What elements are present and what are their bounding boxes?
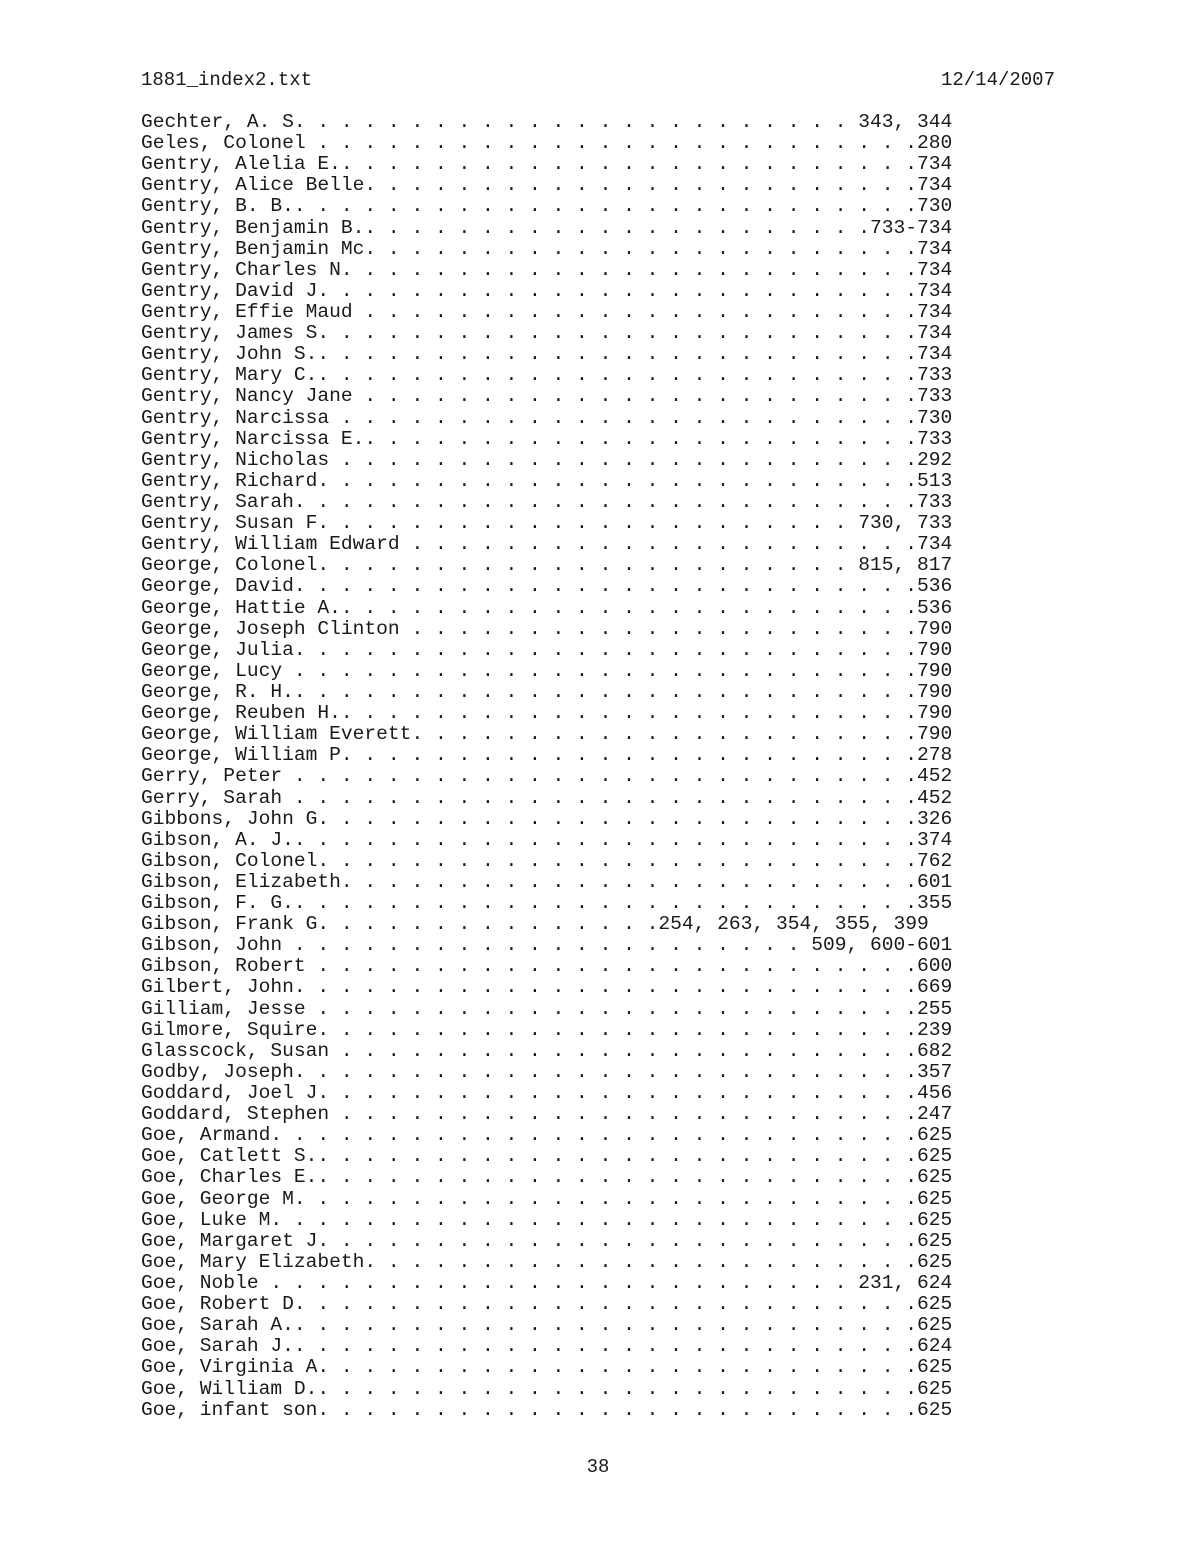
index-entry: Goe, Catlett S.. . . . . . . . . . . . . . . . . . . . . . . . . .625 xyxy=(141,1145,953,1168)
index-entry: Glasscock, Susan . . . . . . . . . . . . . . . . . . . . . . . . .682 xyxy=(141,1039,953,1062)
document-date: 12/14/2007 xyxy=(940,69,1055,91)
index-entry: Gibson, John . . . . . . . . . . . . . . . . . . . . . . 509, 600-601 xyxy=(141,934,953,957)
index-entry: Gentry, Nancy Jane . . . . . . . . . . . . . . . . . . . . . . . .733 xyxy=(141,385,953,408)
index-entry: Geles, Colonel . . . . . . . . . . . . . . . . . . . . . . . . . .280 xyxy=(141,132,953,155)
index-entry: Gilliam, Jesse . . . . . . . . . . . . . . . . . . . . . . . . . .255 xyxy=(141,997,953,1020)
index-entry: Goe, Luke M. . . . . . . . . . . . . . . . . . . . . . . . . . . .625 xyxy=(141,1208,953,1231)
index-entry: Gentry, Sarah. . . . . . . . . . . . . . . . . . . . . . . . . . .733 xyxy=(141,490,953,513)
index-entry: George, R. H.. . . . . . . . . . . . . . . . . . . . . . . . . . .790 xyxy=(141,680,953,703)
index-entry: Gibson, Frank G. . . . . . . . . . . . . . .254, 263, 354, 355, 399 xyxy=(141,913,929,936)
index-entry: Gibson, Robert . . . . . . . . . . . . . . . . . . . . . . . . . .600 xyxy=(141,955,953,978)
index-entry: Gentry, B. B.. . . . . . . . . . . . . . . . . . . . . . . . . . .730 xyxy=(141,195,953,218)
index-entry: Gentry, Susan F. . . . . . . . . . . . . . . . . . . . . . . 730, 733 xyxy=(141,512,953,535)
index-entry: Gibson, Elizabeth. . . . . . . . . . . . . . . . . . . . . . . . .601 xyxy=(141,870,953,893)
index-entry: Gibson, Colonel. . . . . . . . . . . . . . . . . . . . . . . . . .762 xyxy=(141,849,953,872)
index-entry: Gerry, Peter . . . . . . . . . . . . . . . . . . . . . . . . . . .452 xyxy=(141,765,953,788)
index-entry: Goe, Charles E.. . . . . . . . . . . . . . . . . . . . . . . . . .625 xyxy=(141,1166,953,1189)
index-entry: Godby, Joseph. . . . . . . . . . . . . . . . . . . . . . . . . . .357 xyxy=(141,1060,953,1083)
index-entry: Gibson, F. G.. . . . . . . . . . . . . . . . . . . . . . . . . . .355 xyxy=(141,892,953,915)
index-entry: Gilbert, John. . . . . . . . . . . . . . . . . . . . . . . . . . .669 xyxy=(141,976,953,999)
index-entry: Gilmore, Squire. . . . . . . . . . . . . . . . . . . . . . . . . .239 xyxy=(141,1018,953,1041)
index-entry: Gentry, David J. . . . . . . . . . . . . . . . . . . . . . . . . .734 xyxy=(141,279,953,302)
index-entry: Gerry, Sarah . . . . . . . . . . . . . . . . . . . . . . . . . . .452 xyxy=(141,786,953,809)
index-entry: George, William Everett. . . . . . . . . . . . . . . . . . . . . .790 xyxy=(141,723,953,746)
index-entry: Gentry, Benjamin Mc. . . . . . . . . . . . . . . . . . . . . . . .734 xyxy=(141,237,953,260)
index-entry: Gechter, A. S. . . . . . . . . . . . . . . . . . . . . . . . 343, 344 xyxy=(141,111,953,133)
index-entry: George, Julia. . . . . . . . . . . . . . . . . . . . . . . . . . .790 xyxy=(141,638,953,661)
index-entry: Gentry, John S.. . . . . . . . . . . . . . . . . . . . . . . . . .734 xyxy=(141,343,953,366)
index-entry: George, Lucy . . . . . . . . . . . . . . . . . . . . . . . . . . .790 xyxy=(141,659,953,682)
index-entry: Goddard, Stephen . . . . . . . . . . . . . . . . . . . . . . . . .247 xyxy=(141,1103,953,1126)
index-entry: Gibbons, John G. . . . . . . . . . . . . . . . . . . . . . . . . .326 xyxy=(141,807,953,830)
index-entry: Goe, infant son. . . . . . . . . . . . . . . . . . . . . . . . . .625 xyxy=(141,1398,953,1421)
index-entry: Goe, William D.. . . . . . . . . . . . . . . . . . . . . . . . . .625 xyxy=(141,1377,953,1400)
index-entry: Gibson, A. J.. . . . . . . . . . . . . . . . . . . . . . . . . . .374 xyxy=(141,828,953,851)
index-entry: Gentry, William Edward . . . . . . . . . . . . . . . . . . . . . .734 xyxy=(141,533,953,556)
index-entry: George, Joseph Clinton . . . . . . . . . . . . . . . . . . . . . .790 xyxy=(141,617,953,640)
index-entry: Gentry, James S. . . . . . . . . . . . . . . . . . . . . . . . . .734 xyxy=(141,322,953,345)
index-entry: Gentry, Benjamin B.. . . . . . . . . . . . . . . . . . . . . .733-734 xyxy=(141,216,953,239)
index-entry: Gentry, Charles N. . . . . . . . . . . . . . . . . . . . . . . . .734 xyxy=(141,258,953,281)
index-entry: Goe, Robert D. . . . . . . . . . . . . . . . . . . . . . . . . . .625 xyxy=(141,1293,953,1316)
index-entry: Gentry, Alice Belle. . . . . . . . . . . . . . . . . . . . . . . .734 xyxy=(141,174,953,197)
index-entry: Gentry, Mary C.. . . . . . . . . . . . . . . . . . . . . . . . . .733 xyxy=(141,364,953,387)
index-entry: Goe, Noble . . . . . . . . . . . . . . . . . . . . . . . . . 231, 624 xyxy=(141,1272,953,1295)
page-number: 38 xyxy=(586,1456,610,1478)
index-entry: Gentry, Alelia E.. . . . . . . . . . . . . . . . . . . . . . . . .734 xyxy=(141,153,953,176)
index-entry: George, William P. . . . . . . . . . . . . . . . . . . . . . . . .278 xyxy=(141,744,953,767)
index-entry: George, Hattie A.. . . . . . . . . . . . . . . . . . . . . . . . .536 xyxy=(141,596,953,619)
document-filename: 1881_index2.txt xyxy=(141,69,313,91)
index-entry: Goe, Margaret J. . . . . . . . . . . . . . . . . . . . . . . . . .625 xyxy=(141,1229,953,1252)
index-entry: George, Reuben H.. . . . . . . . . . . . . . . . . . . . . . . . .790 xyxy=(141,702,953,725)
index-entry: Goddard, Joel J. . . . . . . . . . . . . . . . . . . . . . . . . .456 xyxy=(141,1082,953,1105)
index-entry: Goe, Sarah J.. . . . . . . . . . . . . . . . . . . . . . . . . . .624 xyxy=(141,1335,953,1358)
index-entry: George, David. . . . . . . . . . . . . . . . . . . . . . . . . . .536 xyxy=(141,575,953,598)
index-entry-list xyxy=(141,112,952,1421)
index-entry: Goe, George M. . . . . . . . . . . . . . . . . . . . . . . . . . .625 xyxy=(141,1187,953,1210)
index-entry: Gentry, Nicholas . . . . . . . . . . . . . . . . . . . . . . . . .292 xyxy=(141,448,953,471)
index-entry: Goe, Virginia A. . . . . . . . . . . . . . . . . . . . . . . . . .625 xyxy=(141,1356,953,1379)
index-entry: Gentry, Richard. . . . . . . . . . . . . . . . . . . . . . . . . .513 xyxy=(141,469,953,492)
index-entry: Goe, Mary Elizabeth. . . . . . . . . . . . . . . . . . . . . . . .625 xyxy=(141,1250,953,1273)
index-entry: George, Colonel. . . . . . . . . . . . . . . . . . . . . . . 815, 817 xyxy=(141,554,953,577)
index-entry: Goe, Sarah A.. . . . . . . . . . . . . . . . . . . . . . . . . . .625 xyxy=(141,1314,953,1337)
index-entry: Goe, Armand. . . . . . . . . . . . . . . . . . . . . . . . . . . .625 xyxy=(141,1124,953,1147)
index-entry: Gentry, Narcissa E.. . . . . . . . . . . . . . . . . . . . . . . .733 xyxy=(141,427,953,450)
index-entry: Gentry, Effie Maud . . . . . . . . . . . . . . . . . . . . . . . .734 xyxy=(141,300,953,323)
index-entry: Gentry, Narcissa . . . . . . . . . . . . . . . . . . . . . . . . .730 xyxy=(141,406,953,429)
